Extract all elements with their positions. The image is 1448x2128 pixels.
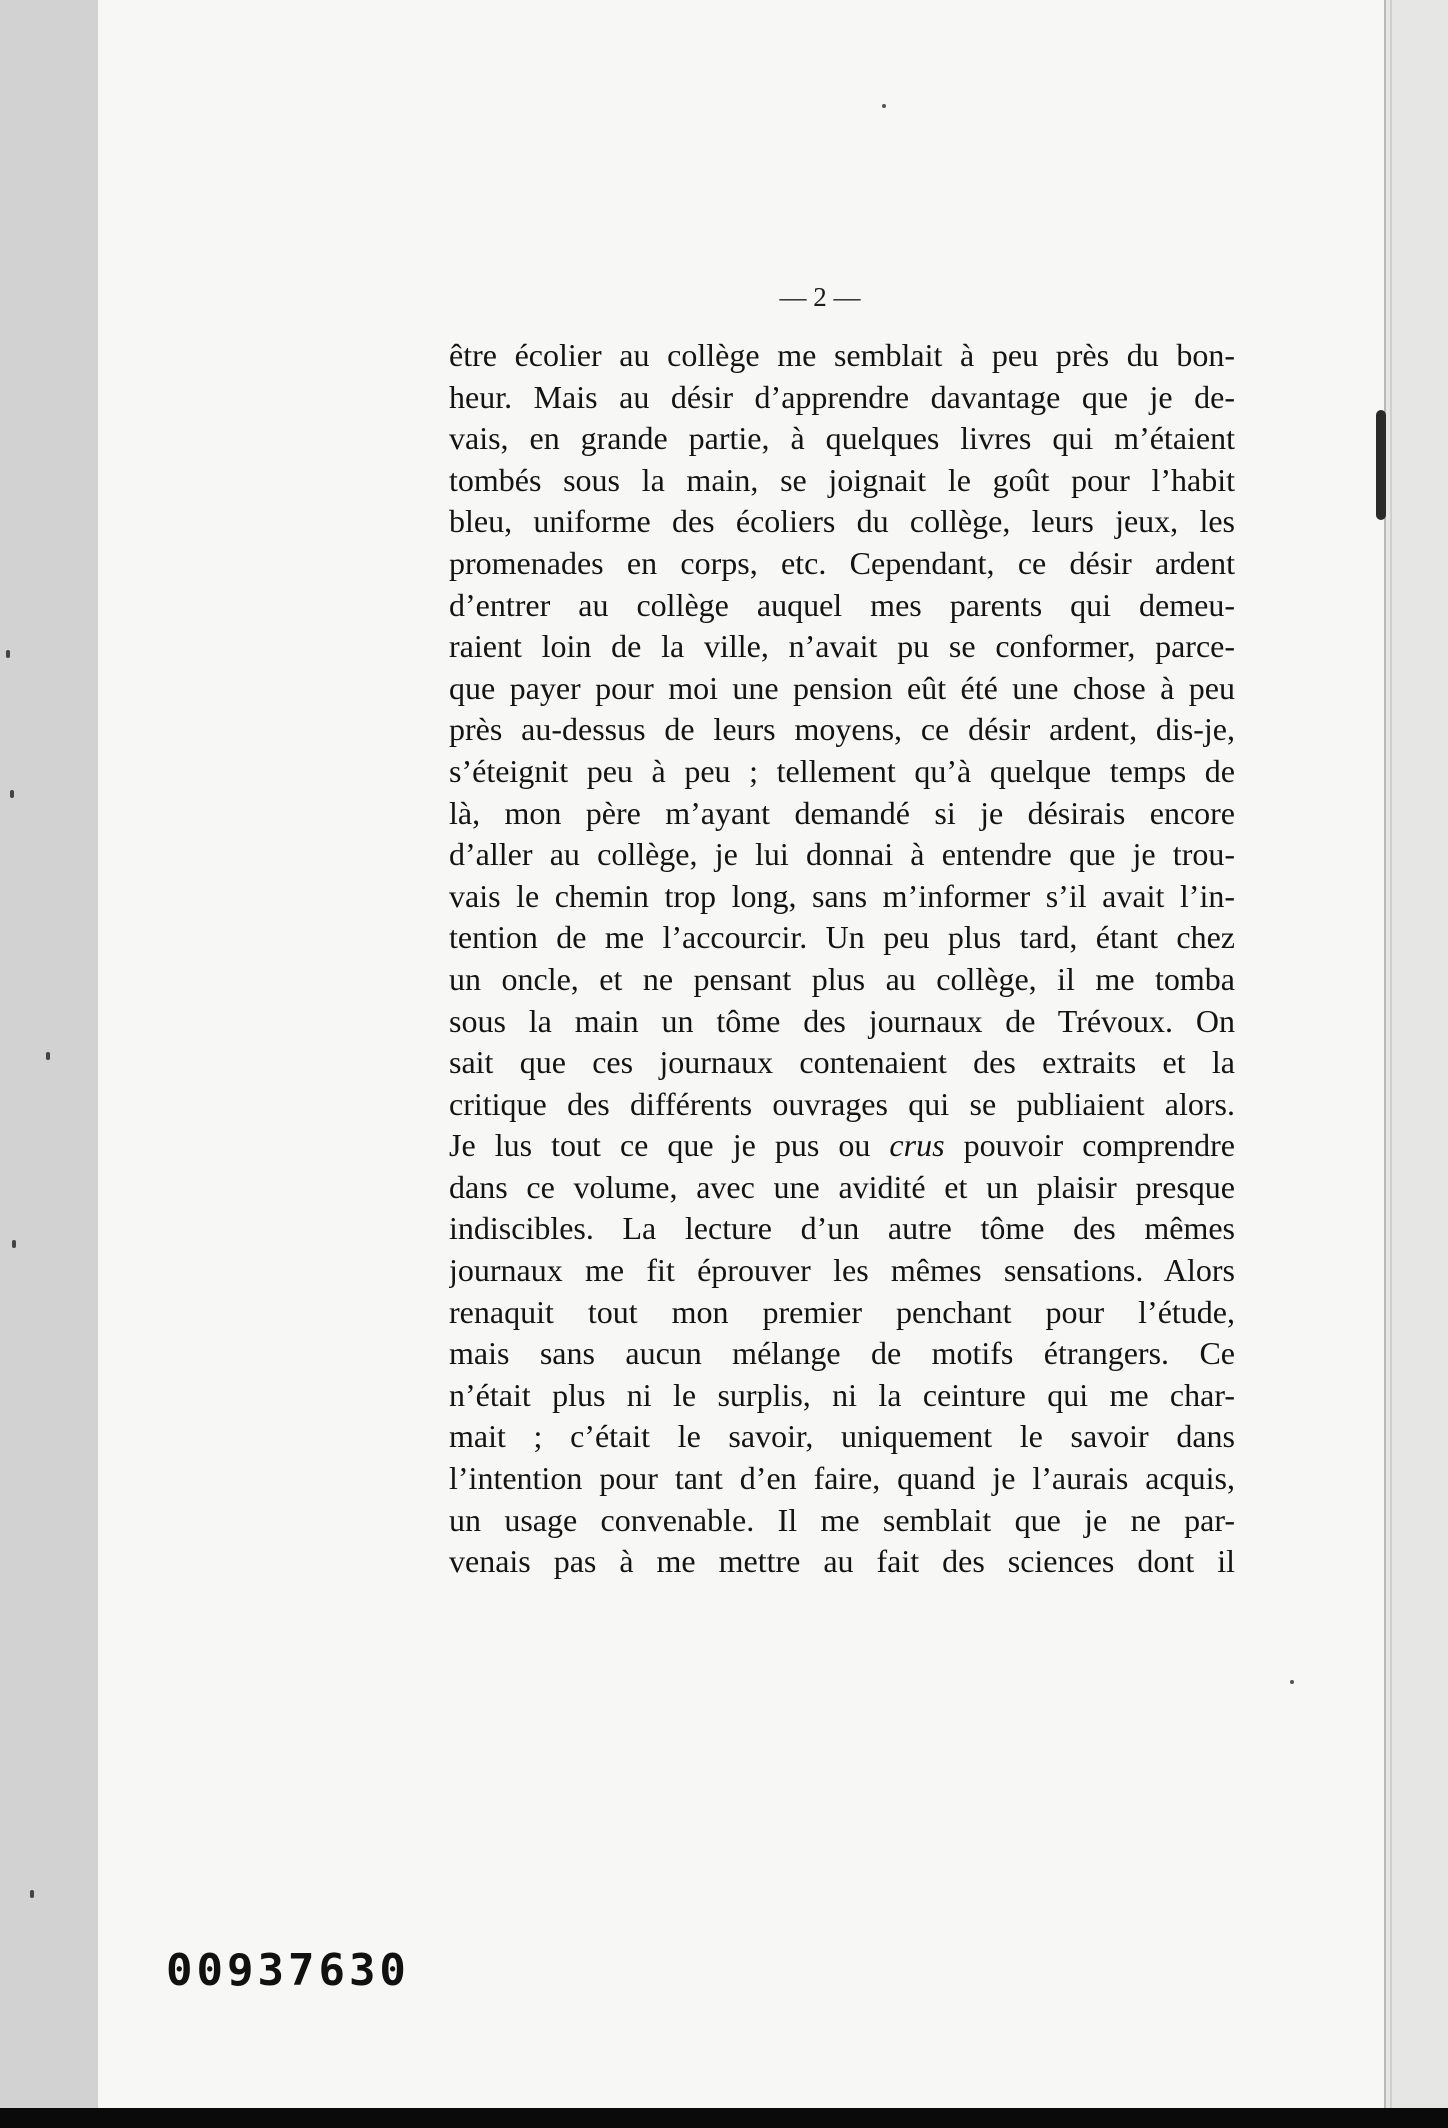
text-line: heur. Mais au désir d’apprendre davantage que je de- — [449, 378, 1235, 415]
text-line: tombés sous la main, se joignait le goût pour l’habit — [449, 461, 1235, 498]
text-line: là, mon père m’ayant demandé si je désirais encore — [449, 794, 1235, 831]
scan-dot — [882, 104, 886, 108]
call-number-stamp: 00937630 — [166, 1945, 410, 1996]
text-line: mait ; c’était le savoir, uniquement le savoir dans — [449, 1418, 1235, 1455]
scan-speck — [6, 650, 10, 658]
bottom-margin-band — [0, 2108, 1448, 2128]
left-margin-band — [0, 0, 98, 2128]
scan-dot — [1290, 1680, 1294, 1684]
scan-speck — [46, 1052, 50, 1060]
text-line: un oncle, et ne pensant plus au collège, il me tomba — [449, 960, 1235, 997]
text-line: critique des différents ouvrages qui se publiaient alors. — [449, 1085, 1235, 1122]
text-line: vais le chemin trop long, sans m’informer s’il avait l’in- — [449, 877, 1235, 914]
italic-word: crus — [889, 1127, 945, 1164]
scan-speck — [12, 1240, 16, 1248]
text-line: sait que ces journaux contenaient des extraits et la — [449, 1044, 1235, 1081]
text-line: s’éteignit peu à peu ; tellement qu’à quelque temps de — [449, 752, 1235, 789]
text-line: que payer pour moi une pension eût été une chose à peu — [449, 669, 1235, 706]
text-line-with-italic — [449, 1125, 1235, 1167]
text-line: journaux me fit éprouver les mêmes sensations. Alors — [449, 1252, 1235, 1289]
text-line: promenades en corps, etc. Cependant, ce désir ardent — [449, 544, 1235, 581]
sheet-edge-line — [1390, 0, 1392, 2128]
text-line: un usage convenable. Il me semblait que je ne par- — [449, 1501, 1235, 1538]
text-segment: Je lus tout ce que je pus ou — [449, 1127, 890, 1164]
scan-speck — [30, 1890, 34, 1898]
text-line: bleu, uniforme des écoliers du collège, leurs jeux, les — [449, 503, 1235, 540]
text-line: d’entrer au collège auquel mes parents qui demeu- — [449, 586, 1235, 623]
text-line: n’était plus ni le surplis, ni la ceinture qui me char- — [449, 1376, 1235, 1413]
body-text — [449, 335, 1235, 1583]
text-segment: pouvoir comprendre — [944, 1127, 1235, 1164]
text-line: près au-dessus de leurs moyens, ce désir ardent, dis-je, — [449, 711, 1235, 748]
text-line: sous la main un tôme des journaux de Trévoux. On — [449, 1002, 1235, 1039]
text-line: mais sans aucun mélange de motifs étrangers. Ce — [449, 1335, 1235, 1372]
scan-speck — [10, 790, 14, 798]
page-number: — 2 — — [779, 282, 861, 312]
text-line: venais pas à me mettre au fait des sciences dont il — [449, 1543, 1235, 1580]
text-line: vais, en grande partie, à quelques livres qui m’étaient — [449, 420, 1235, 457]
text-line: dans ce volume, avec une avidité et un plaisir presque — [449, 1168, 1235, 1205]
text-line: d’aller au collège, je lui donnai à entendre que je trou- — [449, 836, 1235, 873]
text-line: tention de me l’accourcir. Un peu plus tard, étant chez — [449, 919, 1235, 956]
text-line: renaquit tout mon premier penchant pour l’étude, — [449, 1293, 1235, 1330]
text-line: être écolier au collège me semblait à peu près du bon- — [449, 337, 1235, 373]
text-line: indiscibles. La lecture d’un autre tôme des mêmes — [449, 1210, 1235, 1247]
next-sheet-edge — [1384, 0, 1448, 2128]
text-line: raient loin de la ville, n’avait pu se conformer, parce- — [449, 628, 1235, 665]
text-line: l’intention pour tant d’en faire, quand je l’aurais acquis, — [449, 1460, 1235, 1497]
binding-mark — [1376, 410, 1386, 520]
